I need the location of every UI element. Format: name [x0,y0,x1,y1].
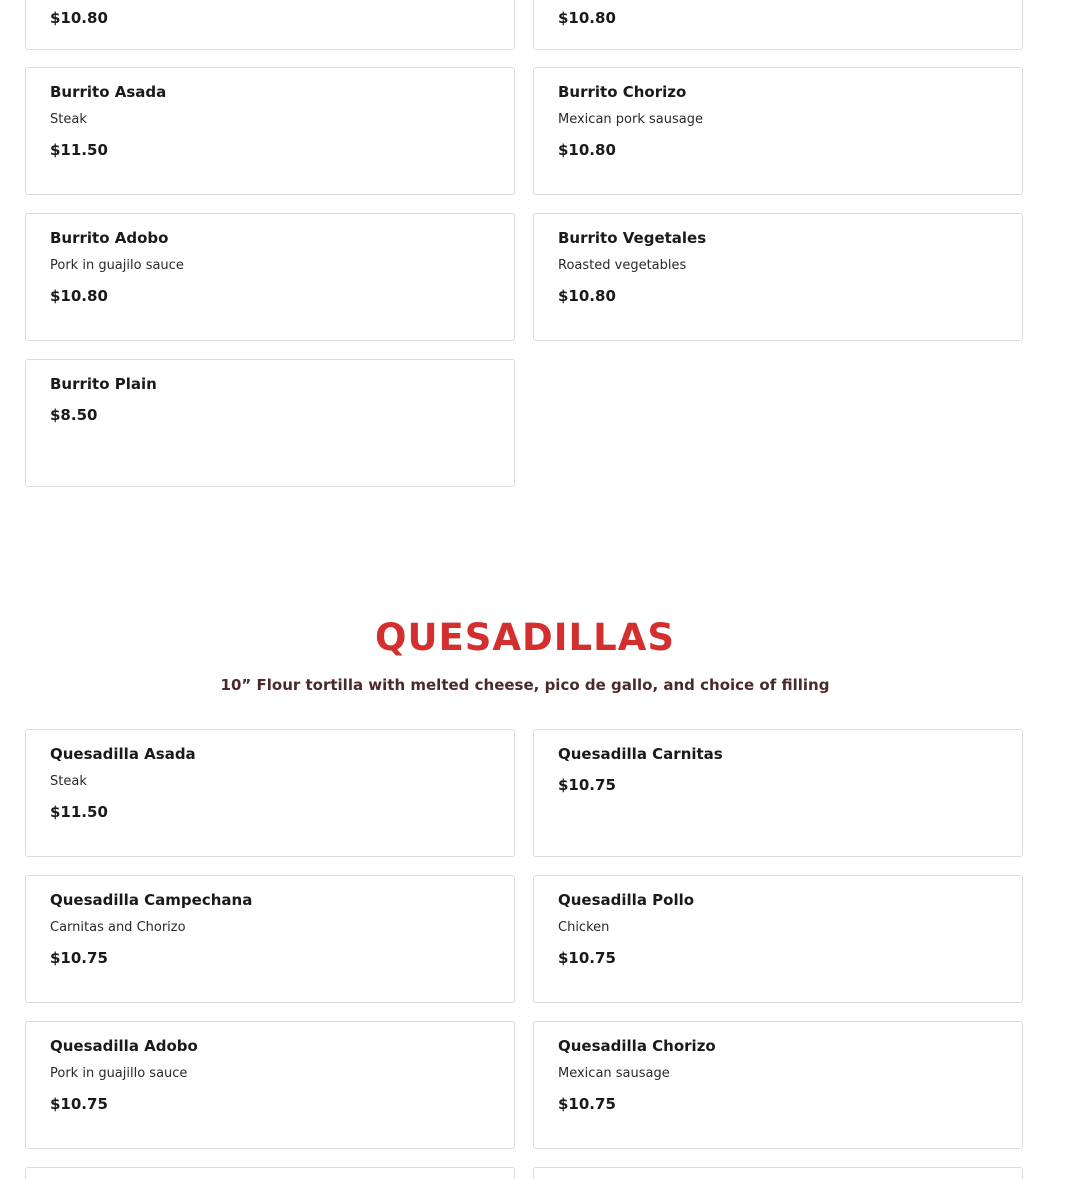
item-price: $10.80 [558,141,616,159]
section-subtitle: 10” Flour tortilla with melted cheese, pico de gallo, and choice of filling [220,676,830,694]
menu-item-quesadilla-chorizo[interactable] [533,1021,1023,1149]
menu-item-card[interactable] [533,1167,1023,1179]
item-price: $10.75 [50,949,108,967]
item-price: $11.50 [50,141,108,159]
menu-item-quesadilla-asada[interactable] [25,729,515,857]
menu-item-quesadilla-campechana[interactable] [25,875,515,1003]
item-price: $8.50 [50,406,98,424]
menu-item-burrito-asada[interactable] [25,67,515,195]
item-name: Burrito Asada [50,83,167,101]
menu-item-card[interactable] [25,0,515,50]
item-name: Burrito Adobo [50,229,169,247]
item-description: Roasted vegetables [558,258,687,273]
item-name: Quesadilla Campechana [50,891,253,909]
item-description: Chicken [558,920,610,935]
menu-item-quesadilla-adobo[interactable] [25,1021,515,1149]
item-description: Mexican pork sausage [558,112,703,127]
item-price: $10.75 [558,1095,616,1113]
item-price: $10.80 [558,9,616,27]
item-description: Mexican sausage [558,1066,670,1081]
item-name: Burrito Plain [50,375,157,393]
item-price: $10.80 [50,287,108,305]
item-description: Pork in guajillo sauce [50,1066,188,1081]
item-name: Quesadilla Chorizo [558,1037,716,1055]
item-price: $10.75 [558,776,616,794]
item-price: $10.80 [50,9,108,27]
item-name: Burrito Vegetales [558,229,707,247]
menu-item-quesadilla-pollo[interactable] [533,875,1023,1003]
item-name: Quesadilla Asada [50,745,196,763]
item-price: $11.50 [50,803,108,821]
item-price: $10.75 [50,1095,108,1113]
menu-item-burrito-adobo[interactable] [25,213,515,341]
item-name: Burrito Chorizo [558,83,687,101]
item-price: $10.75 [558,949,616,967]
item-description: Steak [50,774,87,789]
item-name: Quesadilla Pollo [558,891,695,909]
item-name: Quesadilla Carnitas [558,745,723,763]
menu-item-card[interactable] [533,0,1023,50]
menu-item-burrito-chorizo[interactable] [533,67,1023,195]
item-description: Carnitas and Chorizo [50,920,186,935]
menu-item-card[interactable] [25,1167,515,1179]
item-price: $10.80 [558,287,616,305]
menu-item-burrito-plain[interactable] [25,359,515,487]
item-description: Steak [50,112,87,127]
menu-item-quesadilla-carnitas[interactable] [533,729,1023,857]
menu-item-burrito-vegetales[interactable] [533,213,1023,341]
item-description: Pork in guajilo sauce [50,258,184,273]
item-name: Quesadilla Adobo [50,1037,198,1055]
section-title: QUESADILLAS [375,616,675,659]
